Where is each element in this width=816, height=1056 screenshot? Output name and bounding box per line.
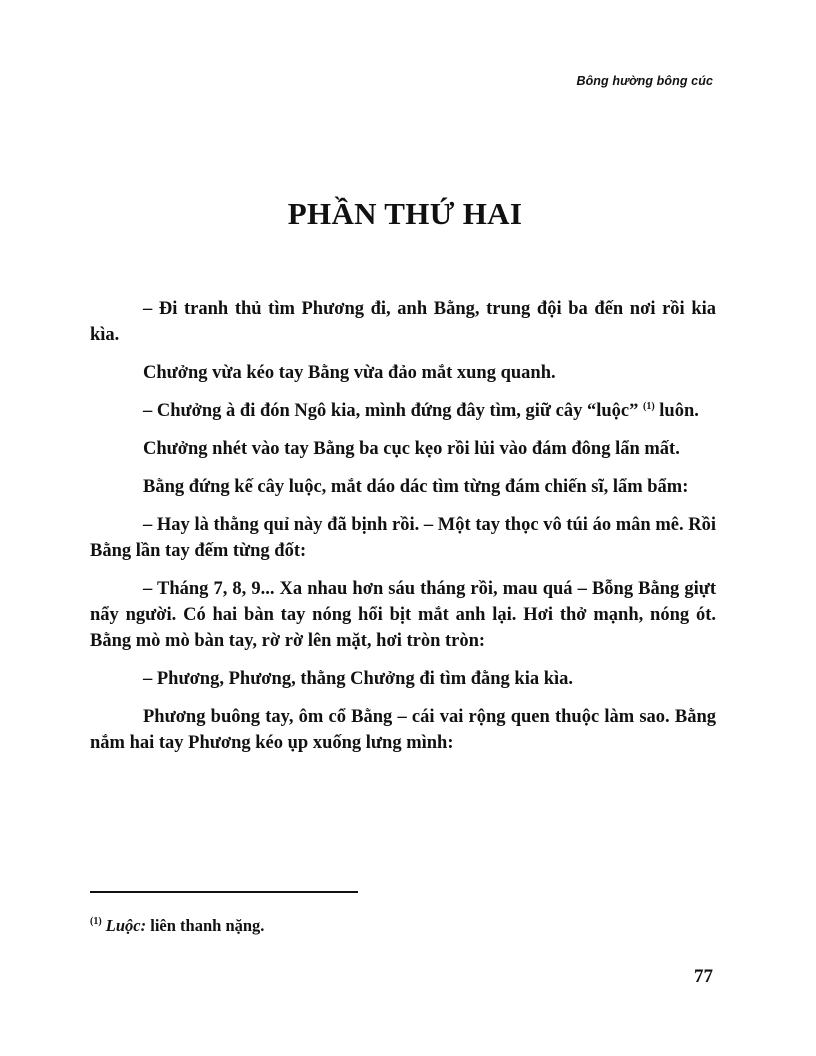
paragraph: – Đi tranh thủ tìm Phương đi, anh Bằng, trung đội ba đến nơi rồi kia kìa. [90, 299, 716, 345]
footnote [90, 916, 264, 936]
body-text [90, 296, 716, 768]
running-header: Bông hường bông cúc [576, 74, 713, 88]
paragraph: Phương buông tay, ôm cổ Bằng – cái vai rộng quen thuộc làm sao. Bằng nắm hai tay Phương kéo ụp xuống lưng mình: [90, 707, 716, 753]
footnote-term: Luộc: [105, 916, 147, 935]
paragraph-text: – Chưởng à đi đón Ngô kia, mình đứng đây tìm, giữ cây “luộc” [143, 401, 643, 421]
paragraph: Bằng đứng kế cây luộc, mắt dáo dác tìm từng đám chiến sĩ, lẩm bẩm: [143, 477, 689, 497]
footnote-divider [90, 891, 358, 893]
paragraph: Chưởng vừa kéo tay Bằng vừa đảo mắt xung quanh. [143, 363, 556, 383]
paragraph: – Phương, Phương, thằng Chưởng đi tìm đằng kia kìa. [143, 669, 574, 689]
footnote-reference: (1) [642, 401, 655, 412]
page-number: 77 [694, 966, 713, 987]
paragraph-text: luôn. [654, 401, 699, 421]
footnote-marker: (1) [90, 916, 102, 927]
paragraph: – Tháng 7, 8, 9... Xa nhau hơn sáu tháng rồi, mau quá – Bỗng Bằng giựt nẩy người. Có hai bàn tay nóng hổi bịt mắt anh lại. Hơi thở mạnh, nóng ót. Bằng mò mò bàn tay, rờ rờ lên mặt, hơi tròn tròn: [90, 579, 716, 651]
part-title: PHẦN THỨ HAI [287, 196, 523, 231]
paragraph: – Hay là thằng quỉ này đã bịnh rồi. – Một tay thọc vô túi áo mân mê. Rồi Bằng lần tay đếm từng đốt: [90, 515, 716, 561]
paragraph [90, 398, 716, 424]
paragraph: Chưởng nhét vào tay Bằng ba cục kẹo rồi lủi vào đám đông lẩn mất. [143, 439, 680, 459]
footnote-definition: liên thanh nặng. [146, 916, 265, 935]
